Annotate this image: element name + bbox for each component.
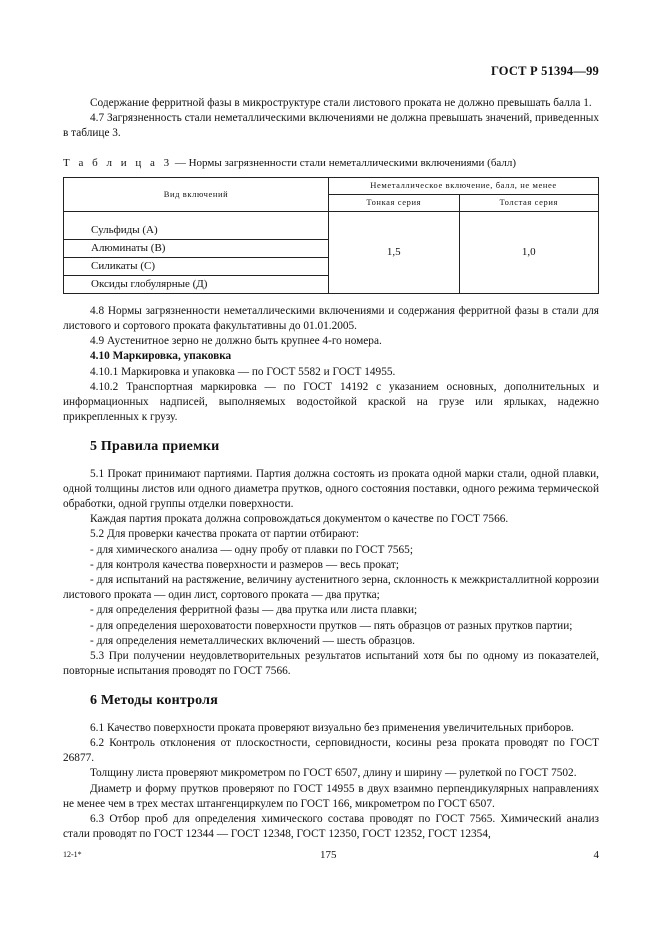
footer-sheet-number: 4 xyxy=(593,849,599,861)
footer-page-number: 175 xyxy=(320,849,337,861)
list-item: - для испытаний на растяжение, величину аустенитного зерна, склонность к межкристаллитной коррозии листового проката — один лист, сортового проката — два прутка; xyxy=(63,574,599,602)
thick-series-value: 1,0 xyxy=(459,211,598,293)
paragraph-ferrite: Содержание ферритной фазы в микроструктуре стали листового проката не должно превышать балла 1. xyxy=(90,97,592,109)
inclusion-norms-table xyxy=(63,177,599,294)
table-caption-label: Т а б л и ц а 3 xyxy=(63,156,173,169)
col-thick-series: Толстая серия xyxy=(459,194,598,211)
paragraph-4-7: 4.7 Загрязненность стали неметаллическими включениями не должна превышать значений, приведенных в таблице 3. xyxy=(63,112,599,140)
list-item: - для химического анализа — одну пробу от плавки по ГОСТ 7565; xyxy=(90,543,413,556)
thin-series-value: 1,5 xyxy=(329,211,460,293)
footer-signature-mark: 12-1* xyxy=(63,850,82,859)
table-spacer xyxy=(64,211,329,222)
table-row-silicates: Силикаты (С) xyxy=(64,257,329,275)
paragraph-5-1-b: Каждая партия проката должна сопровождаться документом о качестве по ГОСТ 7566. xyxy=(90,513,509,526)
list-item: - для определения ферритной фазы — два прутка или листа плавки; xyxy=(90,604,418,617)
list-item: - для определения шероховатости поверхности прутков — пять образцов от разных прутков партии; xyxy=(90,619,573,632)
col-thin-series: Тонкая серия xyxy=(329,194,460,211)
paragraph-4-8: 4.8 Нормы загрязненности неметаллическими включениями и содержания ферритной фазы в стали для листового и сортового проката факультативны до 01.01.2005. xyxy=(63,304,599,333)
paragraph-6-2: 6.2 Контроль отклонения от плоскостности, серповидности, косины реза проката проводят по ГОСТ 26877. xyxy=(63,736,599,765)
col-group-score: Неметаллическое включение, балл, не менее xyxy=(329,177,599,194)
paragraph-6-1: 6.1 Качество поверхности проката проверяют визуально без применения увеличительных приборов. xyxy=(90,721,574,734)
paragraph-5-3: 5.3 При получении неудовлетворительных результатов испытаний хотя бы по одному из показателей, повторные испытания проводят по ГОСТ 7566. xyxy=(63,650,599,678)
table-row-oxides: Оксиды глобулярные (Д) xyxy=(64,275,329,293)
paragraph-5-1: 5.1 Прокат принимают партиями. Партия должна состоять из проката одной марки стали, одной плавки, одной толщины листов или одного диаметра прутков, одного состояния поставки, одного режима термической обработки, одной группы отделки поверхности. xyxy=(63,467,599,511)
col-inclusion-type: Вид включений xyxy=(64,177,329,211)
paragraph-6-3: 6.3 Отбор проб для определения химического состава проводят по ГОСТ 7565. Химический анализ стали проводят по ГОСТ 12344 — ГОСТ 12348, ГОСТ 12350, ГОСТ 12352, ГОСТ 12354, xyxy=(63,812,599,841)
document-id-header: ГОСТ Р 51394—99 xyxy=(490,64,599,78)
paragraph-5-2: 5.2 Для проверки качества проката от партии отбирают: xyxy=(90,528,359,541)
paragraph-4-10-heading: 4.10 Маркировка, упаковка xyxy=(90,350,232,363)
list-item: - для контроля качества поверхности и размеров — весь прокат; xyxy=(90,558,399,571)
paragraph-6-2-c: Диаметр и форму прутков проверяют по ГОСТ 14955 в двух взаимно перпендикулярных направлениях не менее чем в трех местах штангенциркулем по ГОСТ 166, микрометром по ГОСТ 6507. xyxy=(63,782,599,810)
table-row-aluminates: Алюминаты (В) xyxy=(64,239,329,257)
list-item: - для определения неметаллических включений — шесть образцов. xyxy=(90,634,415,647)
section-6-title: 6 Методы контроля xyxy=(90,693,218,709)
table-row-sulfides: Сульфиды (А) xyxy=(64,222,329,240)
paragraph-6-2-b: Толщину листа проверяют микрометром по ГОСТ 6507, длину и ширину — рулеткой по ГОСТ 7502. xyxy=(90,767,577,780)
paragraph-4-9: 4.9 Аустенитное зерно не должно быть крупнее 4-го номера. xyxy=(90,335,382,348)
table-caption-text: — Нормы загрязненности стали неметаллическими включениями (балл) xyxy=(172,156,517,169)
paragraph-4-10-2: 4.10.2 Транспортная маркировка — по ГОСТ 14192 с указанием основных, дополнительных и информационных надписей, выполняемых водостойкой краской на грузе или ярлыках, надежно прикрепленных к грузу. xyxy=(63,380,599,424)
section-5-title: 5 Правила приемки xyxy=(90,439,220,455)
table-caption xyxy=(63,156,599,171)
page-body xyxy=(63,96,599,842)
paragraph-4-10-1: 4.10.1 Маркировка и упаковка — по ГОСТ 5582 и ГОСТ 14955. xyxy=(90,365,396,378)
